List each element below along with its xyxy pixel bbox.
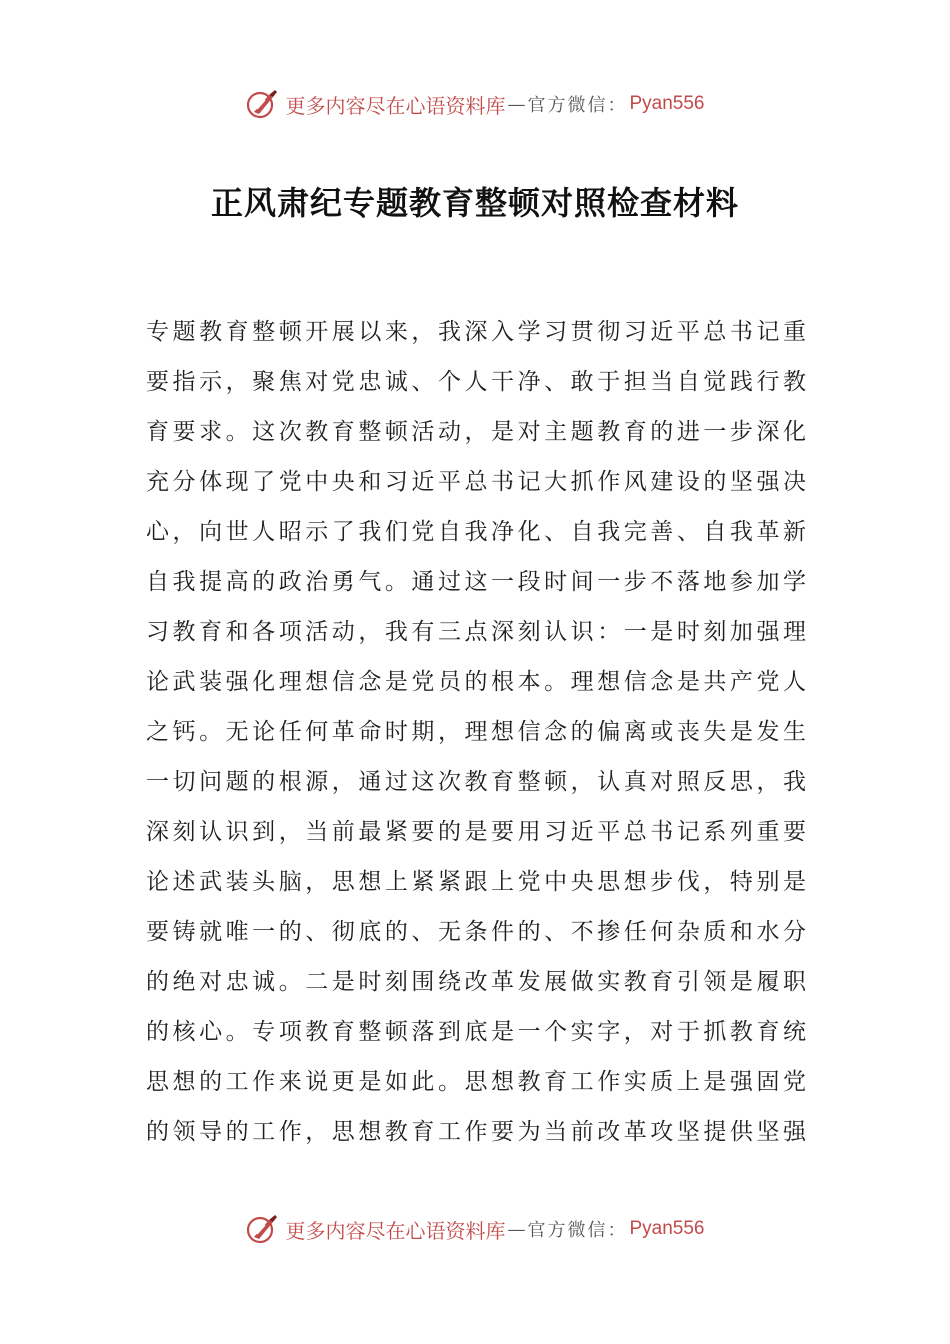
banner-wechat-id: Pyan556	[629, 1218, 705, 1239]
document-body	[146, 307, 806, 1157]
body-line: 深刻认识到，当前最紧要的是要用习近平总书记系列重要	[146, 819, 806, 845]
banner-dash: —	[507, 1218, 526, 1240]
body-line: 专题教育整顿开展以来，我深入学习贯彻习近平总书记重	[146, 319, 806, 345]
body-line: 之钙。无论任何革命时期，理想信念的偏离或丧失是发生	[146, 719, 806, 745]
body-line: 一切问题的根源，通过这次教育整顿，认真对照反思，我	[146, 769, 806, 795]
body-line: 论述武装头脑，思想上紧紧跟上党中央思想步伐，特别是	[146, 869, 806, 895]
body-line: 自我提高的政治勇气。通过这一段时间一步不落地参加学	[146, 569, 806, 595]
pen-nib-logo-icon	[245, 1212, 279, 1246]
footer-banner	[0, 1209, 950, 1249]
body-line: 要指示，聚焦对党忠诚、个人干净、敢于担当自觉践行教	[146, 369, 806, 395]
body-line: 思想的工作来说更是如此。思想教育工作实质上是强固党	[146, 1069, 806, 1095]
body-line: 论武装强化理想信念是党员的根本。理想信念是共产党人	[146, 669, 806, 695]
banner-text: 更多内容尽在心语资料库	[285, 1218, 506, 1243]
body-line: 育要求。这次教育整顿活动，是对主题教育的进一步深化	[146, 419, 806, 445]
body-line: 的绝对忠诚。二是时刻围绕改革发展做实教育引领是履职	[146, 969, 806, 995]
banner-dash: —	[507, 93, 526, 115]
document-title: 正风肃纪专题教育整顿对照检查材料	[210, 184, 739, 222]
body-line: 的领导的工作，思想教育工作要为当前改革攻坚提供坚强	[146, 1119, 806, 1145]
body-line: 心，向世人昭示了我们党自我净化、自我完善、自我革新	[146, 519, 806, 545]
body-line: 的核心。专项教育整顿落到底是一个实字，对于抓教育统	[146, 1019, 806, 1045]
header-banner	[0, 84, 950, 124]
pen-nib-logo-icon	[245, 87, 279, 121]
body-line: 要铸就唯一的、彻底的、无条件的、不掺任何杂质和水分	[146, 919, 806, 945]
banner-wechat-label: 官方微信：	[527, 1220, 628, 1241]
banner-wechat-id: Pyan556	[629, 93, 705, 114]
banner-wechat-label: 官方微信：	[527, 95, 628, 116]
body-line: 习教育和各项活动，我有三点深刻认识：一是时刻加强理	[146, 619, 806, 645]
body-line: 充分体现了党中央和习近平总书记大抓作风建设的坚强决	[146, 469, 806, 495]
banner-text: 更多内容尽在心语资料库	[285, 93, 506, 118]
